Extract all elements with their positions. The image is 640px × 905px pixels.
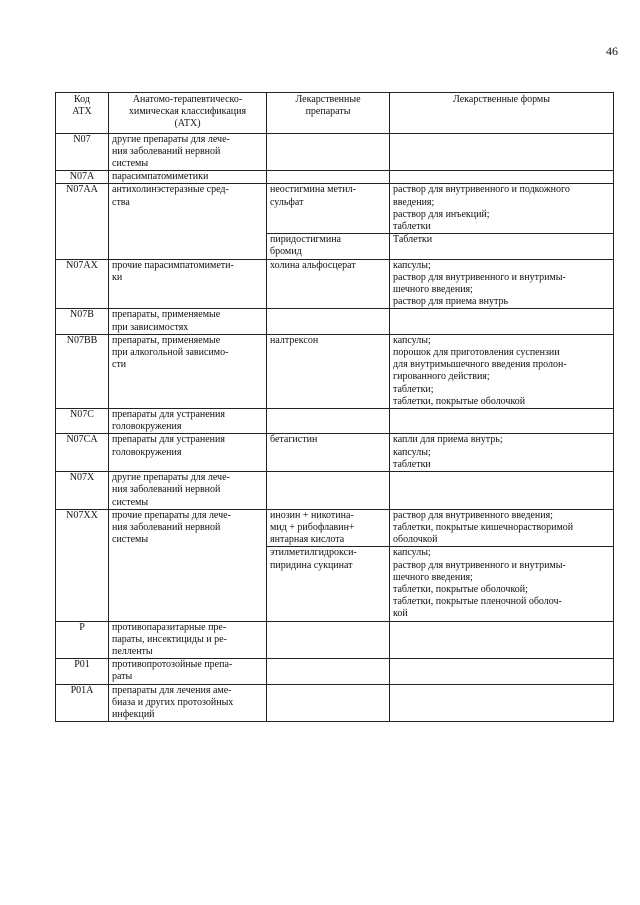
atx-code: N07 [56, 133, 109, 171]
atx-name: препараты для устранения головокружения [109, 434, 267, 472]
forms-cell [390, 621, 614, 659]
drug-name: неостигмина метил- сульфат [267, 184, 390, 234]
atx-code: P [56, 621, 109, 659]
drug-name: инозин + никотина- мид + рибофлавин+ янтарная кислота [267, 509, 390, 547]
table-row [56, 309, 614, 334]
forms-cell [390, 309, 614, 334]
forms-cell [390, 409, 614, 434]
drug-cell [267, 409, 390, 434]
table-row [56, 621, 614, 659]
atx-code: N07A [56, 171, 109, 184]
atx-name: препараты для лечения аме- биаза и других протозойных инфекций [109, 684, 267, 722]
table-row [56, 184, 614, 234]
drug-name: холина альфосцерат [267, 259, 390, 309]
table-row [56, 259, 614, 309]
table-row [56, 659, 614, 684]
drug-cell [267, 309, 390, 334]
header-code: Код ATX [56, 93, 109, 134]
table-row [56, 334, 614, 408]
atx-code: N07AA [56, 184, 109, 259]
atx-code: N07BB [56, 334, 109, 408]
header-forms: Лекарственные формы [390, 93, 614, 134]
drug-forms: капсулы; раствор для внутривенного и внутримы- шечного введения; таблетки, покрытые оболочкой; таблетки, покрытые пленочной оболоч- кой [390, 547, 614, 621]
atx-code: N07XX [56, 509, 109, 621]
drug-cell [267, 684, 390, 722]
atx-name: другие препараты для лече- ния заболеваний нервной системы [109, 133, 267, 171]
atx-code: P01 [56, 659, 109, 684]
atx-code: N07X [56, 472, 109, 510]
forms-cell [390, 171, 614, 184]
page-number: 46 [606, 44, 618, 58]
forms-cell [390, 472, 614, 510]
atx-name: антихолинэстеразные сред- ства [109, 184, 267, 259]
atx-name: другие препараты для лече- ния заболеваний нервной системы [109, 472, 267, 510]
header-classification: Анатомо-терапевтическо- химическая классификация (ATX) [109, 93, 267, 134]
forms-cell [390, 133, 614, 171]
drug-cell [267, 171, 390, 184]
table-row [56, 133, 614, 171]
drug-forms: раствор для внутривенного и подкожного введения; раствор для инъекций; таблетки [390, 184, 614, 234]
drug-name: налтрексон [267, 334, 390, 408]
atx-table [55, 92, 614, 722]
forms-cell [390, 659, 614, 684]
drug-forms: капсулы; порошок для приготовления суспензии для внутримышечного введения пролон- гированного действия; таблетки; таблетки, покрытые оболочкой [390, 334, 614, 408]
table-row [56, 409, 614, 434]
drug-cell [267, 133, 390, 171]
drug-forms: раствор для внутривенного введения; таблетки, покрытые кишечнорастворимой оболочкой [390, 509, 614, 547]
atx-code: P01A [56, 684, 109, 722]
atx-name: противопротозойные препа- раты [109, 659, 267, 684]
table-row [56, 171, 614, 184]
atx-name: препараты, применяемые при зависимостях [109, 309, 267, 334]
drug-cell [267, 621, 390, 659]
table-header-row [56, 93, 614, 134]
drug-cell [267, 659, 390, 684]
table-row [56, 509, 614, 547]
atx-name: прочие препараты для лече- ния заболеваний нервной системы [109, 509, 267, 621]
table-row [56, 434, 614, 472]
forms-cell [390, 684, 614, 722]
drug-cell [267, 472, 390, 510]
atx-name: прочие парасимпатомимети- ки [109, 259, 267, 309]
drug-name: бетагистин [267, 434, 390, 472]
table-row [56, 684, 614, 722]
atx-code: N07C [56, 409, 109, 434]
atx-name: противопаразитарные пре- параты, инсектициды и ре- пелленты [109, 621, 267, 659]
drug-name: пиридостигмина бромид [267, 234, 390, 259]
atx-code: N07CA [56, 434, 109, 472]
atx-code: N07AX [56, 259, 109, 309]
header-drugs: Лекарственные препараты [267, 93, 390, 134]
atx-name: парасимпатомиметики [109, 171, 267, 184]
drug-name: этилметилгидрокси- пиридина сукцинат [267, 547, 390, 621]
atx-code: N07B [56, 309, 109, 334]
drug-forms: капли для приема внутрь; капсулы; таблетки [390, 434, 614, 472]
table-row [56, 472, 614, 510]
drug-forms: Таблетки [390, 234, 614, 259]
atx-name: препараты, применяемые при алкогольной зависимо- сти [109, 334, 267, 408]
atx-name: препараты для устранения головокружения [109, 409, 267, 434]
drug-forms: капсулы; раствор для внутривенного и внутримы- шечного введения; раствор для приема внутрь [390, 259, 614, 309]
